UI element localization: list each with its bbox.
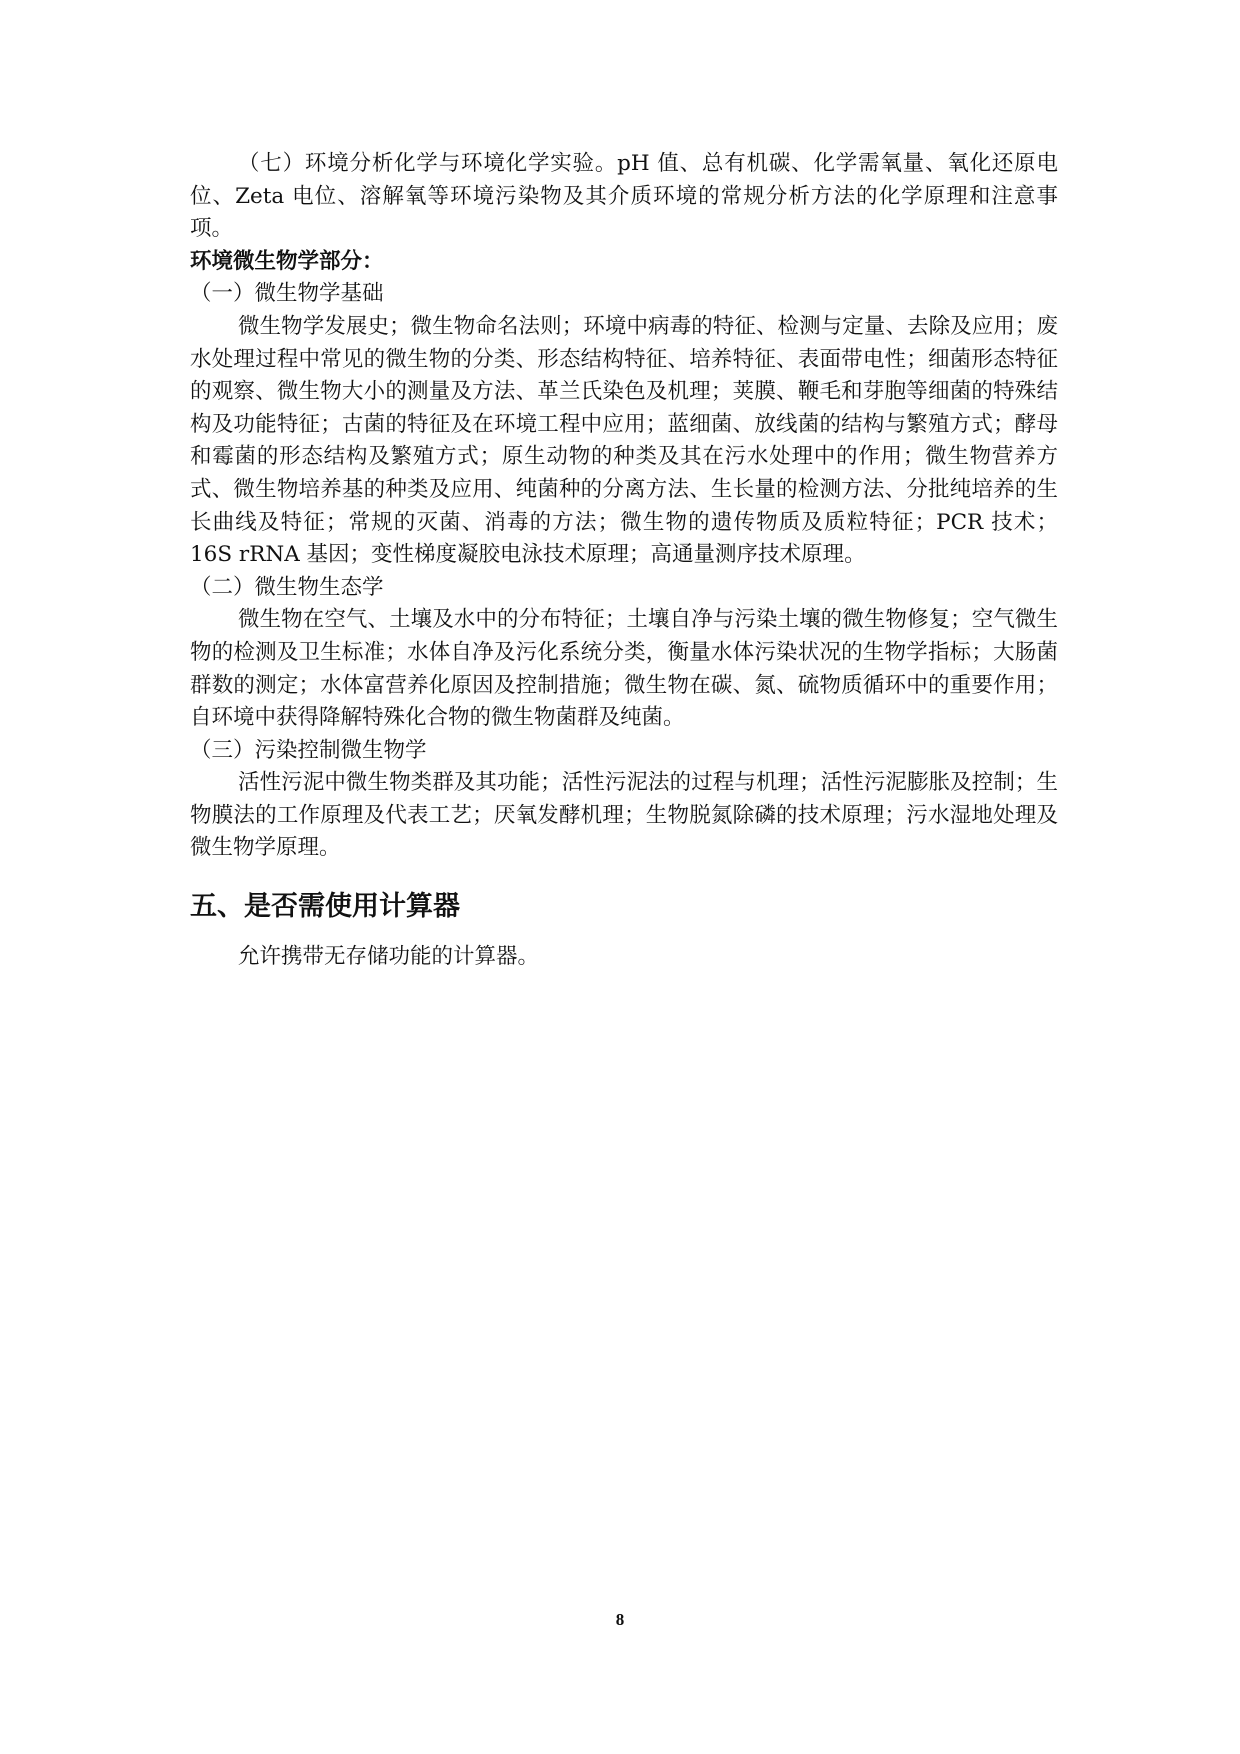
micro-section-3-title: （三）污染控制微生物学 (190, 737, 427, 763)
micro-section-1-title: （一）微生物学基础 (190, 281, 384, 307)
micro-section-3-body: 活性污泥中微生物类群及其功能；活性污泥法的过程与机理；活性污泥膨胀及控制；生物膜法的工作原理及代表工艺；厌氧发酵机理；生物脱氮除磷的技术原理；污水湿地处理及微生物学原理。 (190, 770, 1058, 861)
document-page (190, 148, 1058, 974)
page-number: 8 (615, 1610, 625, 1629)
section-5-title: 五、是否需使用计算器 (190, 891, 460, 923)
section-5-body: 允许携带无存储功能的计算器。 (238, 944, 540, 970)
micro-section-1-body: 微生物学发展史；微生物命名法则；环境中病毒的特征、检测与定量、去除及应用；废水处理过程中常见的微生物的分类、形态结构特征、培养特征、表面带电性；细菌形态特征的观察、微生物大小的测量及方法、革兰氏染色及机理；荚膜、鞭毛和芽胞等细菌的特殊结构及功能特征；古菌的特征及在环境工程中应用；蓝细菌、放线菌的结构与繁殖方式；酵母和霉菌的形态结构及繁殖方式；原生动物的种类及其在污水处理中的作用；微生物营养方式、微生物培养基的种类及应用、纯菌种的分离方法、生长量的检测方法、分批纯培养的生长曲线及特征；常规的灭菌、消毒的方法；微生物的遗传物质及质粒特征；PCR 技术；16S rRNA 基因；变性梯度凝胶电泳技术原理；高通量测序技术原理。 (190, 313, 1058, 568)
env-chem-item-7: （七）环境分析化学与环境化学实验。pH 值、总有机碳、化学需氧量、氧化还原电位、Zeta 电位、溶解氧等环境污染物及其介质环境的常规分析方法的化学原理和注意事项。 (190, 151, 1058, 242)
micro-heading: 环境微生物学部分： (190, 248, 384, 274)
micro-section-2-body: 微生物在空气、土壤及水中的分布特征；土壤自净与污染土壤的微生物修复；空气微生物的检测及卫生标准；水体自净及污化系统分类，衡量水体污染状况的生物学指标；大肠菌群数的测定；水体富营养化原因及控制措施；微生物在碳、氮、硫物质循环中的重要作用；自环境中获得降解特殊化合物的微生物菌群及纯菌。 (190, 607, 1058, 731)
micro-section-2-title: （二）微生物生态学 (190, 574, 384, 600)
